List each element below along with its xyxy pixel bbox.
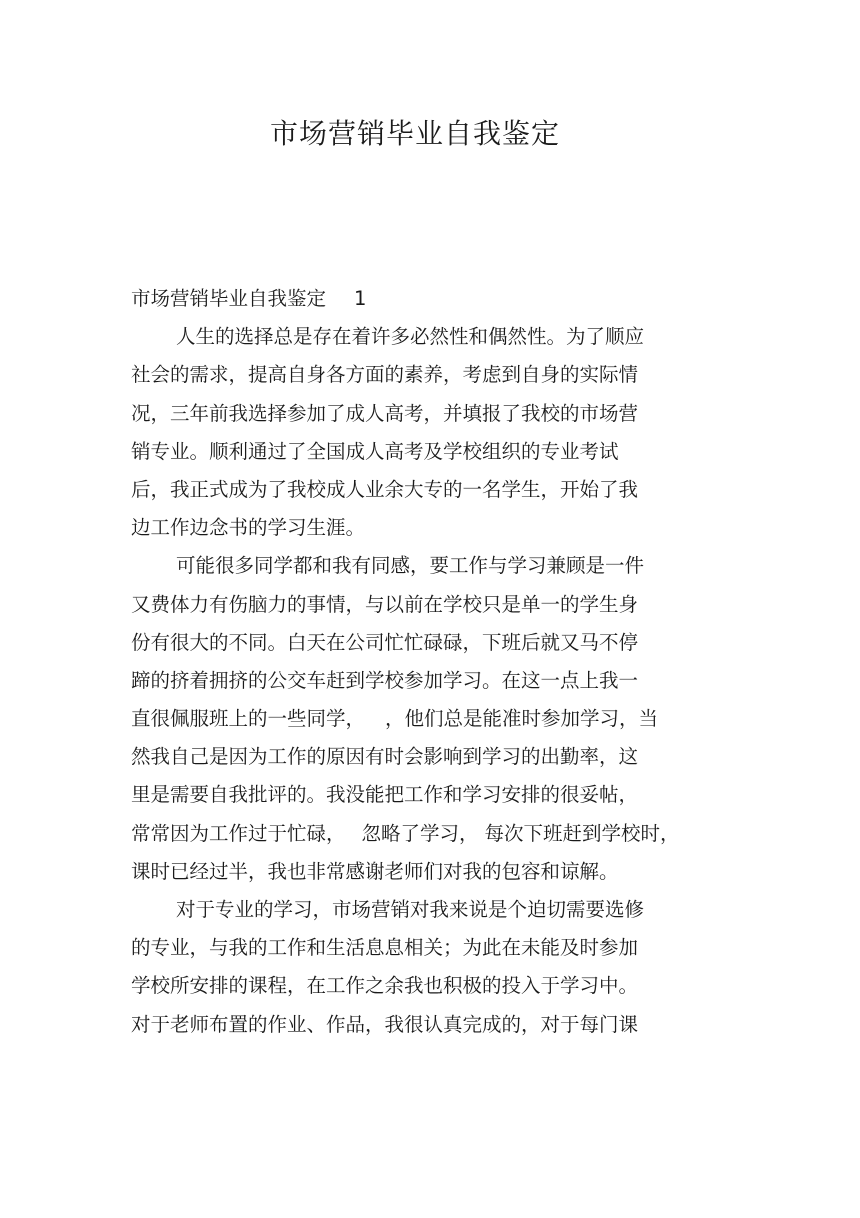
paragraph-line: 销专业。顺利通过了全国成人高考及学校组织的专业考试 bbox=[131, 439, 619, 463]
paragraph-line: 社会的需求，提高自身各方面的素养，考虑到自身的实际情 bbox=[131, 363, 639, 387]
paragraph-line: 对于老师布置的作业、作品，我很认真完成的，对于每门课 bbox=[131, 1012, 639, 1036]
section-heading-text: 市场营销毕业自我鉴定 bbox=[131, 287, 327, 310]
paragraph-line: 边工作边念书的学习生涯。 bbox=[131, 516, 366, 540]
paragraph-line: 况，三年前我选择参加了成人高考，并填报了我校的市场营 bbox=[131, 401, 639, 425]
paragraph-line: 又费体力有伤脑力的事情，与以前在学校只是单一的学生身 bbox=[131, 592, 639, 616]
paragraph-line: 蹄的挤着拥挤的公交车赶到学校参加学习。在这一点上我一 bbox=[131, 668, 639, 692]
text-segment: 每次下班赶到学校时， bbox=[484, 821, 680, 845]
paragraph-line: 可能很多同学都和我有同感，要工作与学习兼顾是一件 bbox=[176, 554, 645, 578]
section-heading bbox=[131, 280, 731, 318]
paragraph-line bbox=[131, 700, 731, 738]
paragraph-line: 份有很大的不同。白天在公司忙忙碌碌，下班后就又马不停 bbox=[131, 630, 639, 654]
paragraph-line: 然我自己是因为工作的原因有时会影响到学习的出勤率，这 bbox=[131, 745, 639, 769]
paragraph-line: 人生的选择总是存在着许多必然性和偶然性。为了顺应 bbox=[176, 325, 645, 349]
paragraph-line bbox=[131, 815, 731, 853]
paragraph-line: 对于专业的学习，市场营销对我来说是个迫切需要选修 bbox=[176, 898, 645, 921]
text-segment: 忽略了学习， bbox=[361, 821, 479, 845]
paragraph-line: 学校所安排的课程，在工作之余我也积极的投入于学习中。 bbox=[131, 974, 639, 998]
document-body bbox=[131, 280, 731, 1044]
paragraph-line: 里是需要自我批评的。我没能把工作和学习安排的很妥帖， bbox=[131, 783, 639, 807]
section-number: 1 bbox=[354, 287, 367, 310]
text-segment: ，他们总是能准时参加学习，当 bbox=[385, 707, 659, 731]
paragraph-line: 的专业，与我的工作和生活息息相关；为此在未能及时参加 bbox=[131, 936, 639, 960]
paragraph-line: 后，我正式成为了我校成人业余大专的一名学生，开始了我 bbox=[131, 477, 639, 501]
text-segment: 直很佩服班上的一些同学， bbox=[131, 707, 366, 731]
text-segment: 常常因为工作过于忙碌， bbox=[131, 821, 346, 845]
paragraph-line: 课时已经过半，我也非常感谢老师们对我的包容和谅解。 bbox=[131, 859, 619, 883]
document-title: 市场营销毕业自我鉴定 bbox=[269, 117, 560, 150]
